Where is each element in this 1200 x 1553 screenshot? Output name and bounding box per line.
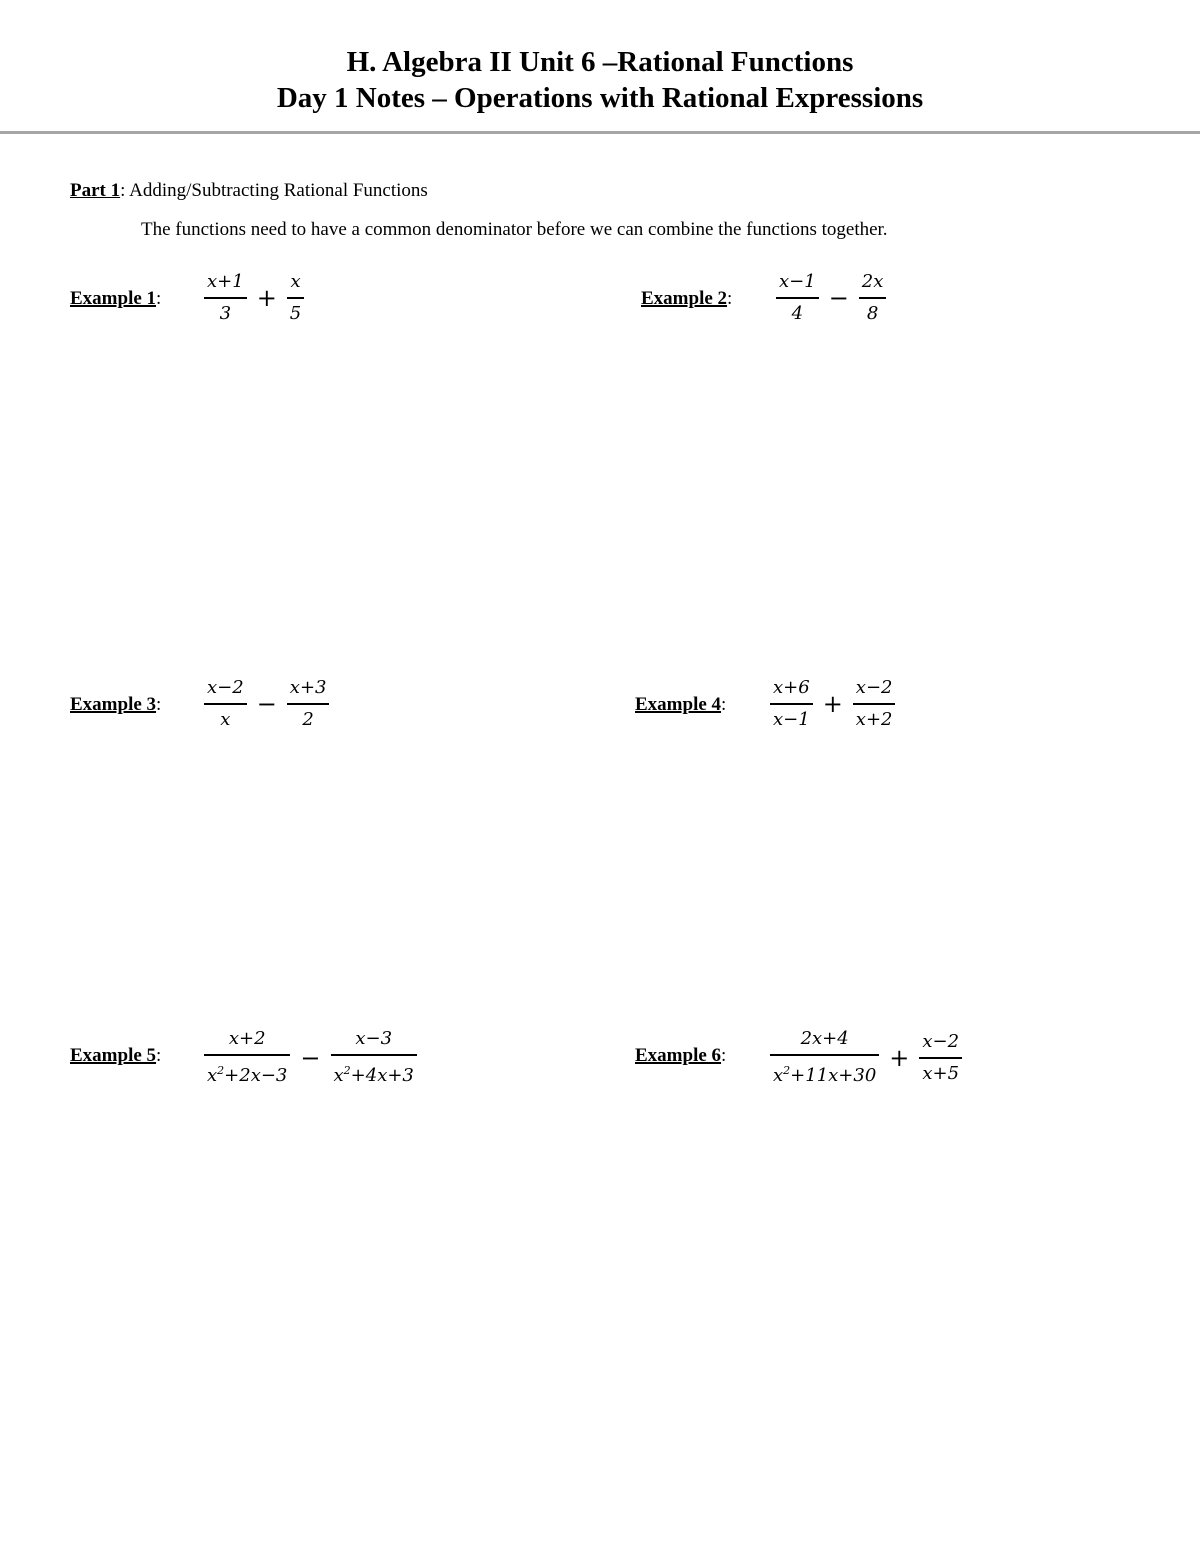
example-5-fraction-a-denominator (204, 1059, 290, 1088)
example-5-title: Example 5 (70, 1045, 157, 1066)
example-4-operator: + (822, 690, 843, 718)
example-2-fraction-a (776, 270, 819, 326)
example-6-fraction-a (770, 1027, 879, 1088)
example-5-fraction-a-numerator: x+2 (228, 1028, 266, 1049)
example-5-colon: : (156, 1045, 162, 1066)
example-1-fraction-a-denominator: 3 (219, 303, 232, 324)
example-2-fraction-b-denominator: 8 (866, 303, 879, 324)
example-4-fraction-a (770, 676, 813, 732)
part-1-heading (70, 180, 428, 202)
example-6-expression (766, 1027, 966, 1088)
example-1-operator: + (256, 284, 277, 312)
example-4-fraction-b-denominator: x+2 (855, 709, 893, 730)
example-6-label (635, 1045, 726, 1067)
example-4-colon: : (721, 694, 727, 715)
example-2-title: Example 2 (641, 288, 728, 309)
den-rest: +2x−3 (224, 1065, 288, 1086)
fraction-bar (770, 703, 813, 705)
example-1-fraction-a (204, 270, 247, 326)
header-divider (0, 131, 1200, 134)
example-4-title: Example 4 (635, 694, 722, 715)
den-exponent: 2 (217, 1064, 225, 1077)
fraction-bar (331, 1054, 417, 1056)
den-base: x (773, 1065, 784, 1086)
example-3-label (70, 694, 161, 716)
fraction-bar (287, 297, 304, 299)
example-1-fraction-b (287, 270, 304, 326)
example-4-fraction-b (853, 676, 896, 732)
example-5-label (70, 1045, 161, 1067)
example-2-fraction-b-numerator: 2x (861, 271, 884, 292)
fraction-bar (770, 1054, 879, 1056)
den-base: x (207, 1065, 218, 1086)
example-6-colon: : (721, 1045, 727, 1066)
fraction-bar (204, 703, 247, 705)
example-1-fraction-b-denominator: 5 (289, 303, 302, 324)
example-3-fraction-a (204, 676, 247, 732)
example-3-fraction-a-numerator: x−2 (207, 677, 244, 698)
example-1-fraction-b-numerator: x (290, 271, 301, 292)
example-6-fraction-a-numerator: 2x+4 (800, 1028, 849, 1049)
example-3-fraction-a-denominator: x (220, 709, 231, 730)
example-2-fraction-a-denominator: 4 (791, 303, 804, 324)
example-5-operator: − (300, 1043, 321, 1072)
example-5-fraction-b-denominator (331, 1059, 417, 1088)
fraction-bar (204, 1054, 290, 1056)
fraction-bar (287, 703, 330, 705)
part-1-label: Part 1 (70, 180, 121, 201)
den-exponent: 2 (343, 1064, 351, 1077)
part-1-title: : Adding/Subtracting Rational Functions (120, 180, 428, 201)
example-4-fraction-a-numerator: x+6 (773, 677, 810, 698)
example-5-fraction-a (204, 1027, 290, 1088)
example-6-operator: + (889, 1043, 910, 1072)
example-2-fraction-a-numerator: x−1 (779, 271, 816, 292)
example-3-expression (200, 676, 333, 732)
example-3-operator: − (256, 690, 277, 718)
example-2-operator: − (828, 284, 849, 312)
example-3-fraction-b-denominator: 2 (302, 709, 314, 730)
example-3-fraction-b (287, 676, 330, 732)
example-3-title: Example 3 (70, 694, 157, 715)
example-3-colon: : (156, 694, 162, 715)
fraction-bar (776, 297, 819, 299)
example-4-fraction-a-denominator: x−1 (773, 709, 810, 730)
example-3-fraction-b-numerator: x+3 (289, 677, 327, 698)
example-4-label (635, 694, 726, 716)
title-line-2: Day 1 Notes – Operations with Rational Expressions (276, 82, 924, 114)
example-6-fraction-b-numerator: x−2 (922, 1030, 960, 1052)
example-1-expression (200, 270, 308, 326)
den-base: x (333, 1065, 344, 1086)
example-1-title: Example 1 (70, 288, 157, 309)
example-6-fraction-b (919, 1030, 962, 1086)
fraction-bar (204, 297, 247, 299)
fraction-bar (859, 297, 887, 299)
den-exponent: 2 (783, 1064, 791, 1077)
fraction-bar (853, 703, 896, 705)
example-1-fraction-a-numerator: x+1 (207, 271, 244, 292)
example-2-colon: : (727, 288, 733, 309)
title-line-1: H. Algebra II Unit 6 –Rational Functions (346, 46, 854, 78)
example-1-label (70, 288, 161, 310)
den-rest: +11x+30 (790, 1065, 877, 1086)
example-2-label (641, 288, 732, 310)
example-2-fraction-b (859, 270, 887, 326)
example-5-fraction-b-numerator: x−3 (355, 1028, 393, 1049)
part-1-intro: The functions need to have a common denominator before we can combine the functions together. (141, 219, 888, 240)
den-rest: +4x+3 (350, 1065, 414, 1086)
example-6-fraction-b-denominator: x+5 (922, 1062, 960, 1084)
example-4-expression (766, 676, 899, 732)
fraction-bar (919, 1057, 962, 1059)
example-1-colon: : (156, 288, 162, 309)
example-6-title: Example 6 (635, 1045, 722, 1066)
example-5-expression (200, 1027, 421, 1088)
example-5-fraction-b (331, 1027, 417, 1088)
example-6-fraction-a-denominator (770, 1059, 879, 1088)
example-2-expression (772, 270, 890, 326)
example-4-fraction-b-numerator: x−2 (855, 677, 893, 698)
